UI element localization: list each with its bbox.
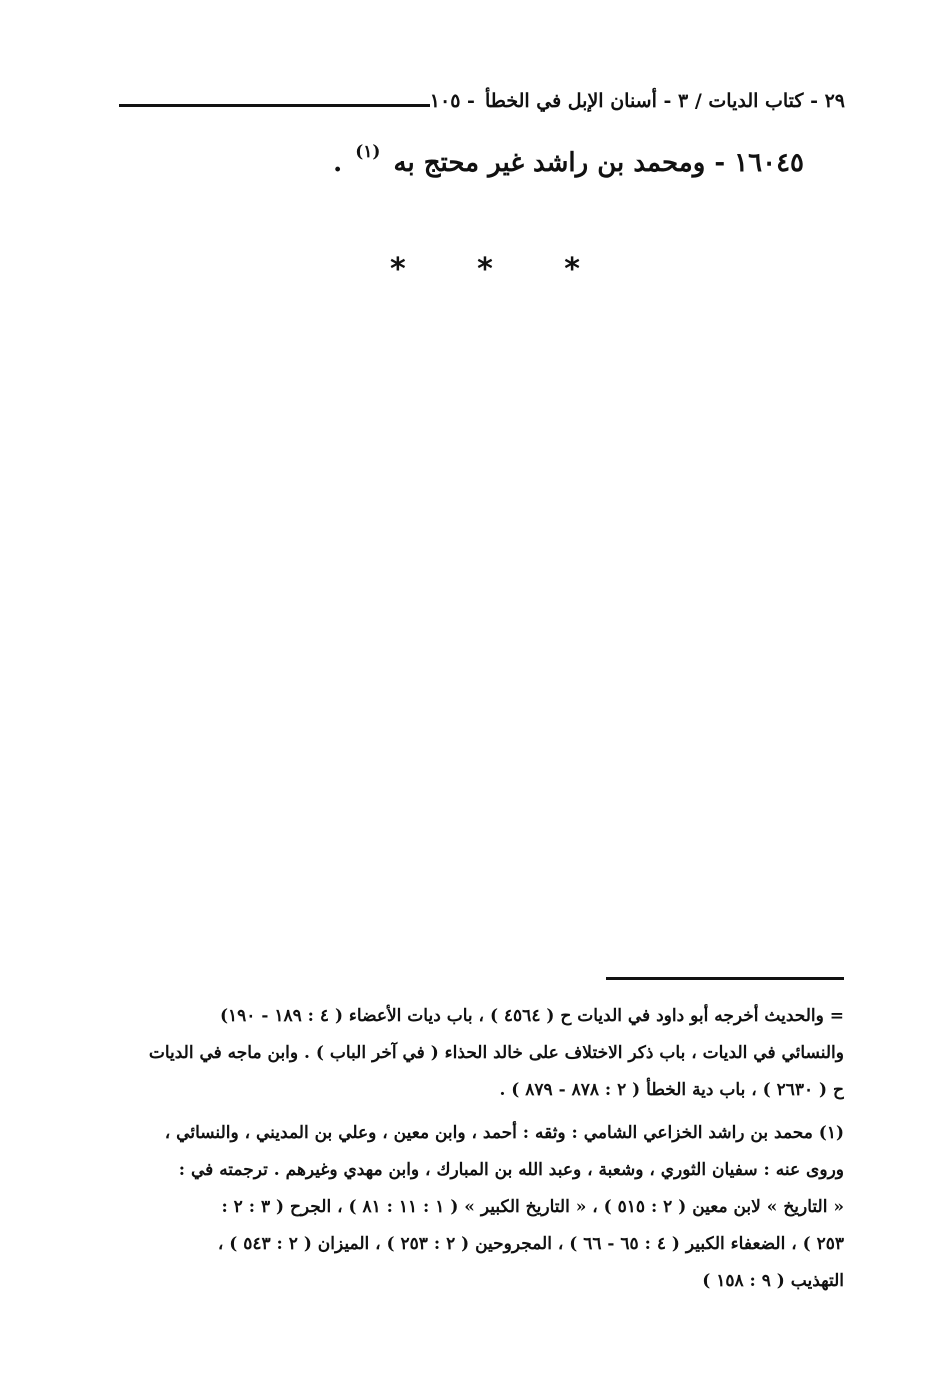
page-number: - ١٠٥ <box>429 90 475 112</box>
footnote-line: = والحديث أخرجه أبو داود في الديات ح ( ٤٥٦٤ ) ، باب ديات الأعضاء ( ٤ : ١٨٩ - ١٩٠) <box>220 1006 844 1026</box>
footnote-line: وروى عنه : سفيان الثوري ، وشعبة ، وعبد الله بن المبارك ، وابن مهدي وغيرهم . ترجمته في : <box>178 1160 844 1180</box>
header-rule <box>119 104 430 107</box>
footnote-line: والنسائي في الديات ، باب ذكر الاختلاف على خالد الحذاء ( في آخر الباب ) . وابن ماجه في الديات <box>148 1043 844 1063</box>
running-header <box>105 86 845 116</box>
footnotes <box>106 998 844 1306</box>
footnote-reference: (١) <box>355 142 381 162</box>
entry-16045 <box>333 142 804 178</box>
footnote-continuation <box>106 998 844 1109</box>
header-title: ٢٩ - كتاب الديات / ٣ - أسنان الإبل في الخطأ <box>484 90 845 112</box>
section-separator <box>390 252 580 287</box>
asterisk-icon: * <box>564 252 580 287</box>
asterisk-icon: * <box>390 252 406 287</box>
footnote-line: « التاريخ » لابن معين ( ٢ : ٥١٥ ) ، « التاريخ الكبير » ( ١ : ١١ : ٨١ ) ، الجرح ( ٣ : ٢ : <box>221 1197 844 1217</box>
footnote-rule <box>606 977 844 980</box>
footnote-line: (١) محمد بن راشد الخزاعي الشامي : وثقه : أحمد ، وابن معين ، وعلي بن المديني ، والنسائي ، <box>164 1123 844 1143</box>
footnote-1 <box>106 1115 844 1300</box>
footnote-line: ح ( ٢٦٣٠ ) ، باب دية الخطأ ( ٢ : ٨٧٨ - ٨٧٩ ) . <box>499 1080 844 1100</box>
entry-text: ١٦٠٤٥ - ومحمد بن راشد غير محتج به <box>393 148 804 178</box>
footnote-line: التهذيب ( ٩ : ١٥٨ ) <box>702 1271 844 1291</box>
footnote-line: ٢٥٣ ) ، الضعفاء الكبير ( ٤ : ٦٥ - ٦٦ ) ، المجروحين ( ٢ : ٢٥٣ ) ، الميزان ( ٢ : ٥٤٣ ) ، <box>217 1234 844 1254</box>
asterisk-icon: * <box>477 252 493 287</box>
entry-end-mark: . <box>333 148 343 178</box>
